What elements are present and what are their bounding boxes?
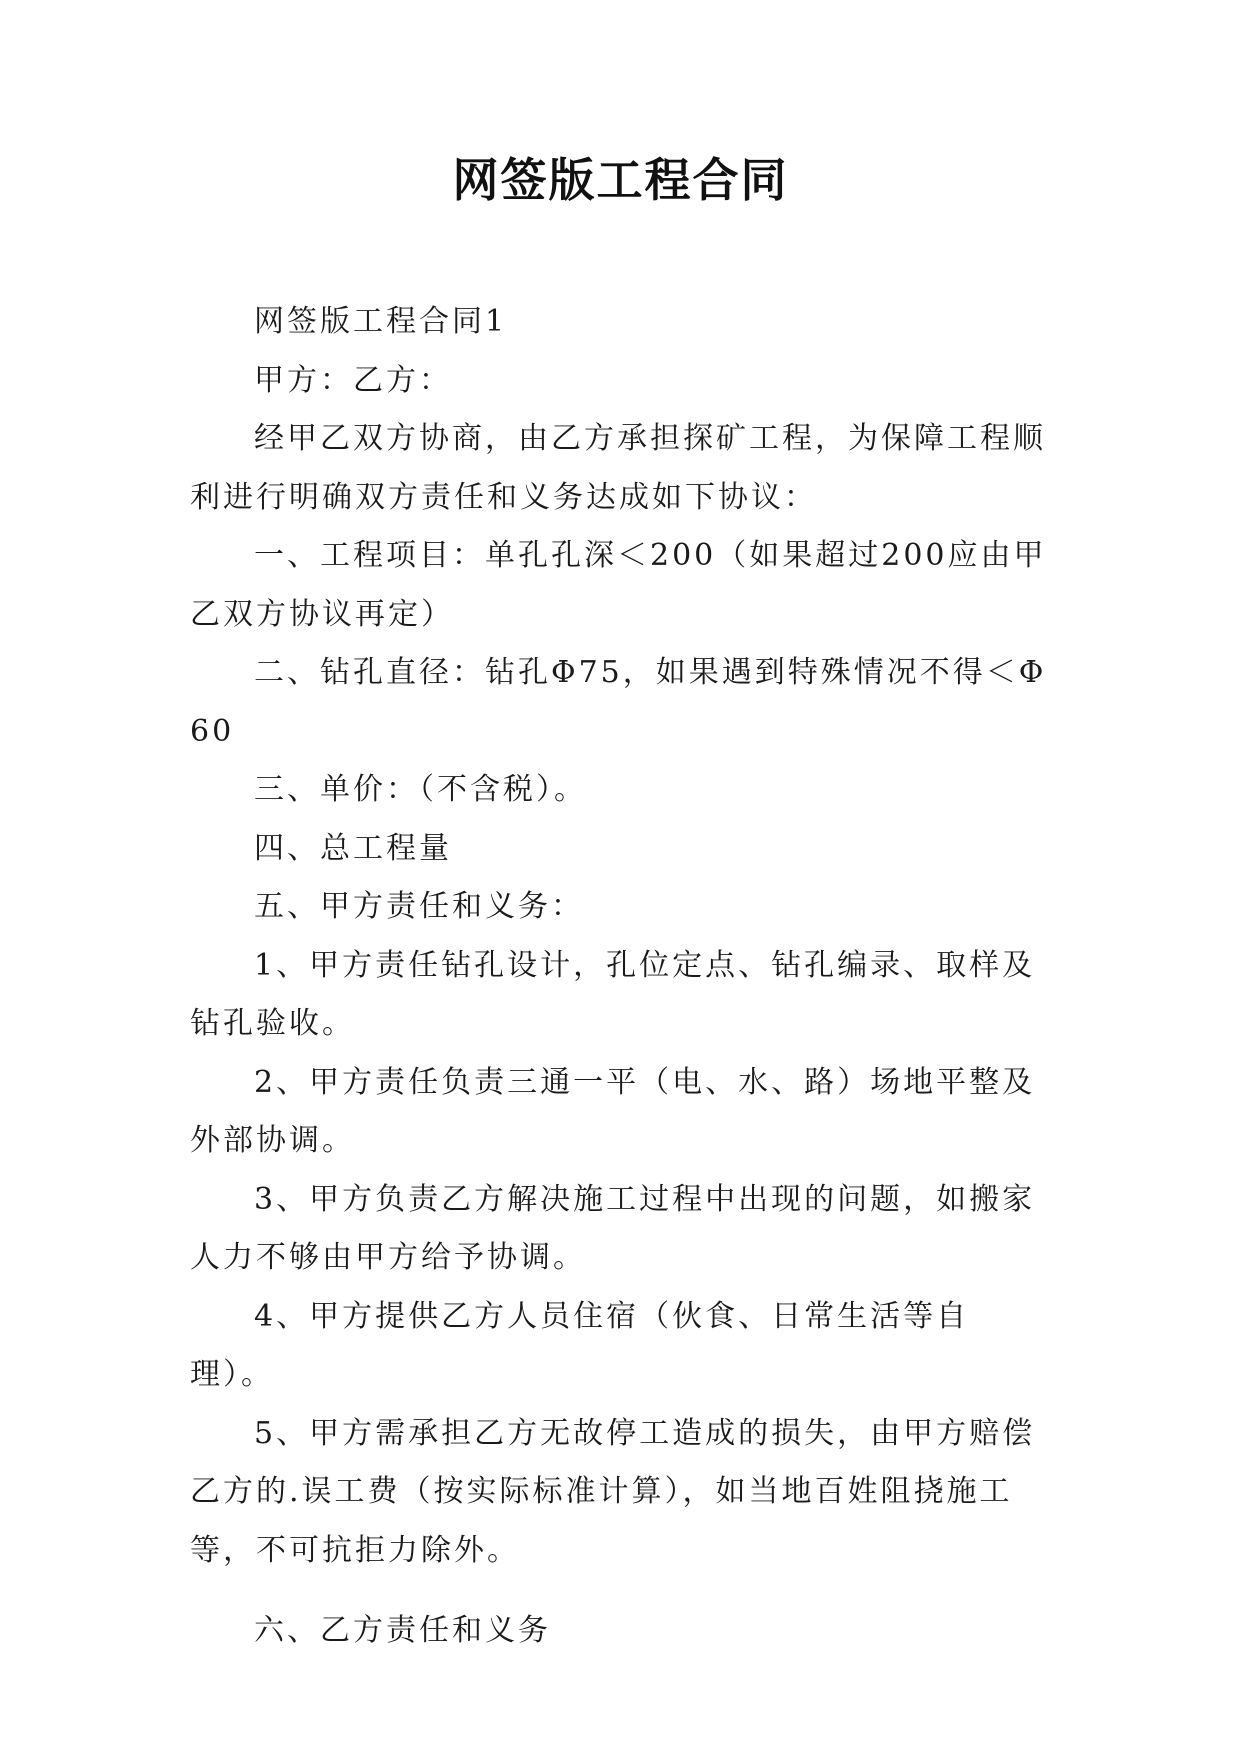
paragraph-item-3: 三、单价：（不含税）。	[254, 772, 587, 807]
paragraph-clause-5-4: 4、甲方提供乙方人员住宿（伙食、日常生活等自理）。	[190, 1298, 970, 1392]
paragraph-clause-5-2: 2、甲方责任负责三通一平（电、水、路）场地平整及外部协调。	[190, 1064, 1036, 1158]
paragraph-item-2: 二、钻孔直径：钻孔Φ75，如果遇到特殊情况不得＜Φ60	[190, 655, 1047, 749]
document-title: 网签版工程合同	[452, 153, 789, 207]
paragraph-item-6: 六、乙方责任和义务	[254, 1613, 551, 1648]
paragraph-item-1: 一、工程项目：单孔孔深＜200（如果超过200应由甲乙双方协议再定）	[190, 538, 1047, 632]
paragraph-item-5: 五、甲方责任和义务：	[254, 889, 584, 924]
paragraph-clause-5-5: 5、甲方需承担乙方无故停工造成的损失，由甲方赔偿乙方的.误工费（按实际标准计算），如当地百姓阻挠施工等，不可抗拒力除外。	[190, 1415, 1036, 1568]
paragraph-parties: 甲方：乙方：	[254, 362, 452, 398]
paragraph-clause-5-1: 1、甲方责任钻孔设计，孔位定点、钻孔编录、取样及钻孔验收。	[190, 947, 1036, 1041]
paragraph-intro: 经甲乙双方协商，由乙方承担探矿工程，为保障工程顺利进行明确双方责任和义务达成如下协议：	[190, 421, 1046, 515]
paragraph-clause-5-3: 3、甲方负责乙方解决施工过程中出现的问题，如搬家人力不够由甲方给予协调。	[190, 1181, 1036, 1275]
paragraph-item-4: 四、总工程量	[254, 830, 452, 866]
document-body	[190, 293, 1050, 1661]
paragraph-heading: 网签版工程合同1	[254, 304, 508, 339]
